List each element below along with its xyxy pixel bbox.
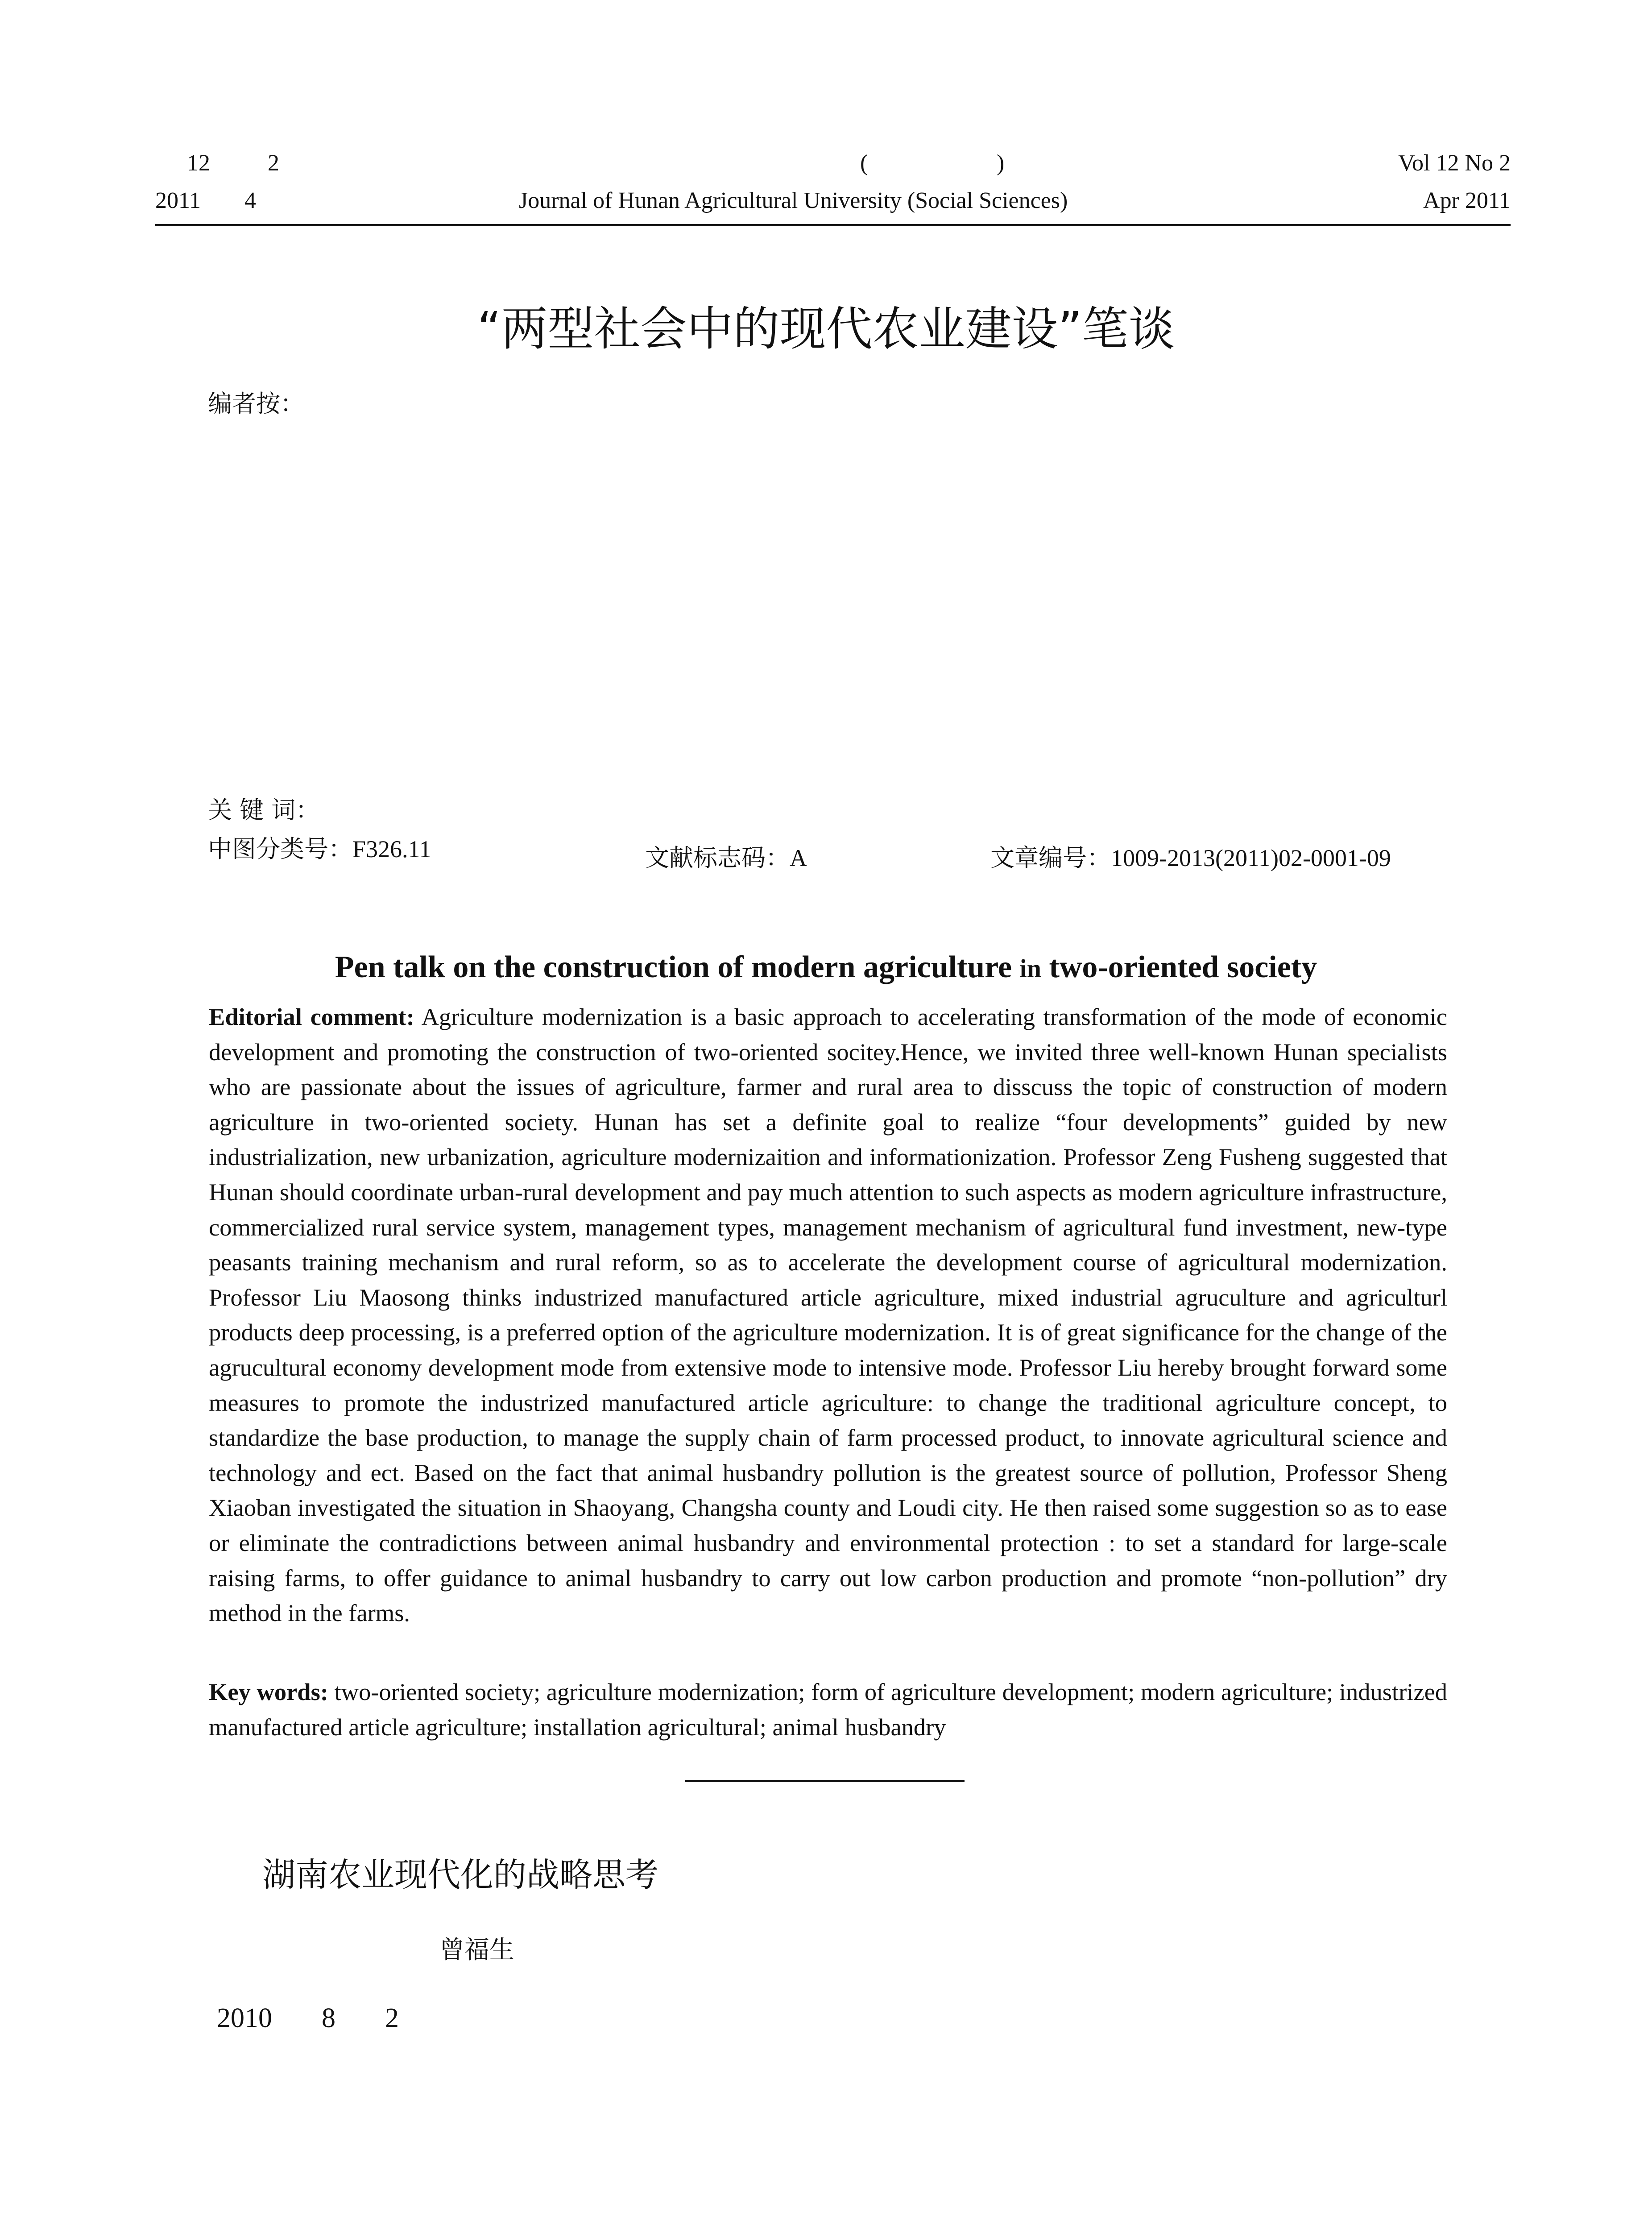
header-rule — [155, 224, 1511, 226]
received-year: 2010 — [217, 2003, 272, 2033]
editorial-comment — [209, 999, 1447, 1631]
article-number-value: 1009-2013(2011)02-0001-09 — [1111, 845, 1391, 871]
header-paren-left: ( — [860, 150, 868, 176]
editorial-comment-text: Agriculture modernization is a basic approach to accelerating transformation of the mode of economic development and promoting the construction of two-oriented socitey.Hence, we invited three well-known Hunan specialists who are passionate about the issues of agriculture, farmer and rural area to disscuss the topic of construction of modern agriculture in two-oriented society. Hunan has set a definite goal to realize “four developments” guided by new industrialization, new urbanization, agriculture modernizaition and informationization. Professor Zeng Fusheng suggested that Hunan should coordinate urban-rural development and pay much attention to such aspects as modern agriculture infrastructure, commercialized rural service system, management types, management mechanism of agricultural fund investment, new-type peasants training mechanism and rural reform, so as to accelerate the development course of agricultural modernization. Professor Liu Maosong thinks industrized manufactured article agriculture, mixed industrial agruculture and agriculturl products deep processing, is a preferred option of the agriculture modernization. It is of great significance for the change of the agrucultural economy development mode from extensive mode to intensive mode. Professor Liu hereby brought forward some measures to promote the industrized manufactured article agriculture: to change the traditional agriculture concept, to standardize the base production, to manage the supply chain of farm processed product, to innovate agricultural science and technology and ect. Based on the fact that animal husbandry pollution is the greatest source of pollution, Professor Sheng Xiaoban investigated the situation in Shaoyang, Changsha county and Loudi city. He then raised some suggestion so as to ease or eliminate the contradictions between animal husbandry and environmental protection : to set a standard for large-scale raising farms, to offer guidance to animal husbandry to carry out low carbon production and promote “non-pollution” dry method in the farms. — [209, 1003, 1447, 1627]
doc-code-line — [645, 842, 807, 874]
editorial-comment-label: Editorial comment: — [209, 1003, 414, 1030]
article-author: 曾福生 — [439, 1936, 514, 1965]
received-month: 8 — [322, 2003, 335, 2033]
keywords-label-cn: 关 键 词： — [208, 796, 320, 824]
header-date-en: Apr 2011 — [1423, 188, 1511, 213]
header-volume-en: Vol 12 No 2 — [1398, 150, 1511, 176]
header-year-cn: 2011 — [155, 188, 201, 213]
clc-value: F326.11 — [352, 836, 431, 863]
section-divider — [685, 1780, 965, 1782]
header-journal-name: Journal of Hunan Agricultural University (Social Sciences) — [519, 188, 1068, 213]
received-day: 2 — [385, 2003, 399, 2033]
clc-label: 中图分类号： — [208, 835, 352, 863]
doc-code-label: 文献标志码： — [645, 844, 790, 872]
english-title-in: in — [1019, 954, 1041, 983]
header-paren-right: ) — [997, 150, 1005, 176]
english-keywords — [209, 1675, 1447, 1745]
article-title: 湖南农业现代化的战略思考 — [262, 1856, 658, 1894]
header-volume-cn: 12 — [187, 150, 210, 176]
english-title — [0, 946, 1652, 990]
header-issue-cn: 2 — [268, 150, 279, 176]
header-month-cn: 4 — [244, 188, 256, 213]
clc-line — [208, 834, 431, 865]
received-date — [217, 2000, 399, 2036]
article-number-line — [990, 842, 1391, 874]
english-keywords-label: Key words: — [209, 1678, 328, 1705]
english-title-part1: Pen talk on the construction of modern agriculture — [335, 950, 1012, 984]
editor-note-label: 编者按： — [208, 390, 304, 418]
page-title: “两型社会中的现代农业建设”笔谈 — [477, 302, 1175, 356]
article-number-label: 文章编号： — [990, 844, 1111, 872]
english-keywords-text: two-oriented society; agriculture modernization; form of agriculture development; modern agriculture; industrized manufactured article agriculture; installation agricultural; animal husbandry — [209, 1678, 1448, 1741]
doc-code-value: A — [790, 845, 807, 871]
english-title-part2: two-oriented society — [1049, 950, 1317, 984]
